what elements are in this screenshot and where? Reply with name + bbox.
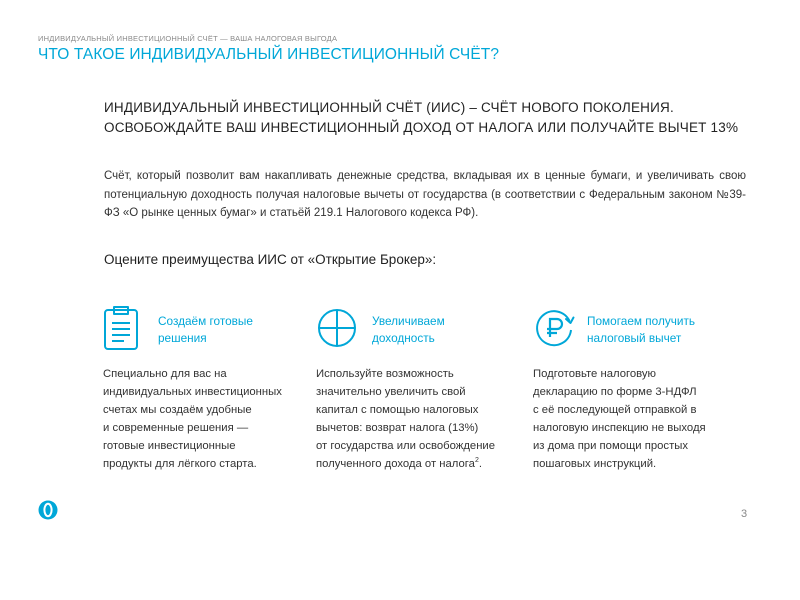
section-title: Оцените преимущества ИИС от «Открытие Брокер»: bbox=[104, 252, 437, 267]
feature-1-title: Создаём готовые решения bbox=[158, 314, 253, 345]
page-number: 3 bbox=[741, 508, 748, 520]
breadcrumb: ИНДИВИДУАЛЬНЫЙ ИНВЕСТИЦИОННЫЙ СЧЁТ — ВАША НАЛОГОВАЯ ВЫГОДА bbox=[38, 34, 338, 43]
description-paragraph: Счёт, который позволит вам накапливать денежные средства, вкладывая их в ценные бумаги, и увеличивать свою потенциальную доходность получая налоговые вычеты от государства (в соответствии с Федеральным законом №39-ФЗ «О рынке ценных бумаг» и статьёй 219.1 Налогового кодекса РФ). bbox=[104, 170, 746, 219]
headline-line-2: ОСВОБОЖДАЙТЕ ВАШ ИНВЕСТИЦИОННЫЙ ДОХОД ОТ НАЛОГА ИЛИ ПОЛУЧАЙТЕ ВЫЧЕТ 13% bbox=[104, 120, 739, 135]
feature-3-text: Подготовьте налоговую декларацию по форме 3-НДФЛ с её последующей отправкой в налоговую инспекцию не выходя из дома при помощи простых пошаговых инструкций. bbox=[533, 368, 706, 470]
feature-2-text: Используйте возможность значительно увеличить свой капитал с помощью налоговых вычетов: возврат налога (13%) от государства или освобождение полученного дохода от налога$^2$. bbox=[316, 368, 496, 470]
feature-1-text: Специально для вас на индивидуальных инвестиционных счетах мы создаём удобные и современные решения — готовые инвестиционные продукты для лёгкого старта. bbox=[103, 368, 282, 470]
page-title: ЧТО ТАКОЕ ИНДИВИДУАЛЬНЫЙ ИНВЕСТИЦИОННЫЙ СЧЁТ? bbox=[38, 46, 500, 63]
brand-logo-icon bbox=[38, 500, 58, 520]
headline-line-1: ИНДИВИДУАЛЬНЫЙ ИНВЕСТИЦИОННЫЙ СЧЁТ (ИИС) – СЧЁТ НОВОГО ПОКОЛЕНИЯ. bbox=[104, 100, 674, 115]
footnote-marker: 2 bbox=[474, 457, 479, 465]
headline bbox=[104, 98, 739, 138]
feature-3-title: Помогаем получить налоговый вычет bbox=[587, 314, 696, 345]
ruble-refresh-icon bbox=[533, 307, 577, 354]
plus-circle-icon bbox=[316, 307, 358, 354]
feature-2-title: Увеличиваем доходность bbox=[372, 314, 445, 345]
clipboard-icon bbox=[103, 305, 141, 356]
